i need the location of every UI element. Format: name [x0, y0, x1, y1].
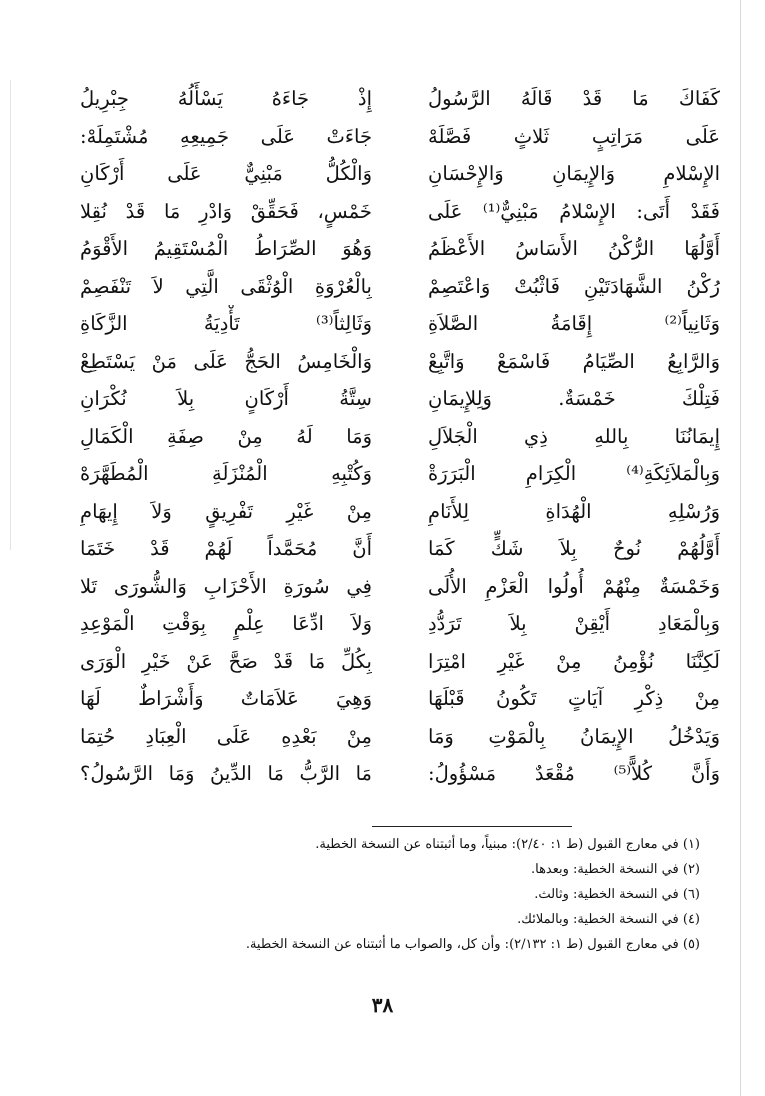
- verse-first-hemistich: إِيمَانُنَا بِاللهِ ذِي الْجَلاَلِ: [428, 424, 720, 448]
- verse-first-hemistich: وَيَدْخُلُ الإِيمَانُ بِالْمَوْتِ وَمَا: [428, 724, 720, 748]
- verse-second-hemistich: مِنْ بَعْدِهِ عَلَى الْعِبَادِ حُتِمَا: [80, 724, 372, 748]
- verse-first-hemistich: وَبِالْمَلاَئِكَةِ⁽⁴⁾ الْكِرَامِ الْبَرَرَةْ: [428, 462, 720, 486]
- verse-row: [80, 343, 720, 381]
- verse-second-hemistich: مَا الرَّبُّ مَا الدِّينُ وَمَا الرَّسُولُ؟: [80, 762, 372, 786]
- verse-row: [80, 755, 720, 793]
- scan-edge-line-left: [10, 80, 11, 550]
- page-number: ٣٨: [371, 993, 394, 1017]
- verse-second-hemistich: فِي سُورَةِ الأَحْزَابِ وَالشُّورَى تَلا: [80, 574, 372, 598]
- verse-row: [80, 455, 720, 493]
- verse-second-hemistich: جَاءَتْ عَلَى جَمِيعِهِ مُشْتَمِلَهْ:: [80, 124, 372, 148]
- verse-first-hemistich: كَفَاكَ مَا قَدْ قَالَهُ الرَّسُولُ: [428, 87, 720, 111]
- verse-row: [80, 568, 720, 606]
- verse-row: [80, 80, 720, 118]
- verse-first-hemistich: وَأَنَّ كُلاًّ⁽⁵⁾ مُقْعَدٌ مَسْؤُولُ:: [428, 762, 720, 786]
- verse-first-hemistich: أَوَّلُهُمْ نُوحٌ بِلاَ شَكٍّ كَمَا: [428, 537, 720, 561]
- footnote: (٦) في النسخة الخطية: وثالث.: [534, 887, 700, 902]
- verse-first-hemistich: رُكْنُ الشَّهَادَتَيْنِ فَاثْبُتْ وَاعْتَصِمْ: [428, 274, 720, 298]
- verse-second-hemistich: وَالْكُلُّ مَبْنِيٌّ عَلَى أَرْكَانِ: [80, 162, 372, 186]
- verse-row: [80, 118, 720, 156]
- verse-second-hemistich: سِتَّةُ أَرْكَانٍ بِلاَ نُكْرَانِ: [80, 387, 372, 411]
- verse-row: [80, 643, 720, 681]
- verse-second-hemistich: أَنَّ مُحَمَّداً لَهُمْ قَدْ خَتَمَا: [80, 537, 372, 561]
- verse-first-hemistich: وَالرَّابِعُ الصِّيَامُ فَاسْمَعْ وَاتَّبِعْ: [428, 349, 720, 373]
- verse-second-hemistich: وَثَالِثاً⁽³⁾ تَأْدِيَةُ الزَّكَاةِ: [80, 312, 372, 336]
- verse-row: [80, 605, 720, 643]
- footnote: (٢) في النسخة الخطية: وبعدها.: [530, 862, 700, 877]
- verse-second-hemistich: وَلاَ ادِّعَا عِلْمٍ بِوَقْتِ الْمَوْعِدِ: [80, 612, 372, 636]
- footnote-separator: [372, 826, 572, 827]
- verse-first-hemistich: وَرُسْلِهِ الْهُدَاةِ لِلأَنَامِ: [428, 499, 720, 523]
- verse-first-hemistich: أَوَّلُهَا الرُّكْنُ الأَسَاسُ الأَعْظَمُ: [428, 237, 720, 261]
- scan-edge-line: [740, 0, 741, 1096]
- footnotes: [110, 832, 700, 957]
- verse-second-hemistich: بِالْعُرْوَةِ الْوُثْقَى الَّتِي لاَ تَنْفَصِمْ: [80, 274, 372, 298]
- verse-second-hemistich: وَهِيَ عَلاَمَاتٌ وَأَشْرَاطٌ لَهَا: [80, 687, 372, 711]
- verse-row: [80, 680, 720, 718]
- verse-row: [80, 530, 720, 568]
- verse-second-hemistich: مِنْ غَيْرِ تَفْرِيقٍ وَلاَ إِيهَامِ: [80, 499, 372, 523]
- verse-row: [80, 718, 720, 756]
- footnote: (١) في معارج القبول (ط ١: ٢/٤٠): مبنياً، وما أثبتناه عن النسخة الخطية.: [315, 837, 700, 852]
- verse-row: [80, 493, 720, 531]
- verse-first-hemistich: وَبِالْمَعَادِ أَيْقِنْ بِلاَ تَرَدُّدِ: [428, 612, 720, 636]
- verse-second-hemistich: خَمْسٍ، فَحَقِّقْ وَادْرِ مَا قَدْ نُقِلا: [80, 199, 372, 223]
- verse-first-hemistich: وَثَانِياً⁽²⁾ إِقَامَةُ الصَّلاَةِ: [428, 312, 720, 336]
- verse-second-hemistich: وَالْخَامِسُ الحَجُّ عَلَى مَنْ يَسْتَطِعْ: [80, 349, 372, 373]
- verse-first-hemistich: فَتِلْكَ خَمْسَةٌ. وَلِلإِيمَانِ: [428, 387, 720, 411]
- verse-row: [80, 380, 720, 418]
- verse-second-hemistich: وَهُوَ الصِّرَاطُ الْمُسْتَقِيمُ الأَقْوَمُ: [80, 237, 372, 261]
- verse-second-hemistich: وَكُتْبِهِ الْمُنْزَلَةِ الْمُطَهَّرَهْ: [80, 462, 372, 486]
- verse-first-hemistich: لَكِنَّنَا نُؤْمِنُ مِنْ غَيْرِ امْتِرَا: [428, 649, 720, 673]
- footnote: (٥) في معارج القبول (ط ١: ٢/١٣٢): وأن كل، والصواب ما أثبتناه عن النسخة الخطية.: [245, 937, 700, 952]
- verse-first-hemistich: وَخَمْسَةٌ مِنْهُمْ أُولُوا الْعَزْمِ الأُلَى: [428, 574, 720, 598]
- verse-first-hemistich: عَلَى مَرَاتِبٍ ثَلاثٍ فَصَّلَهْ: [428, 124, 720, 148]
- verse-row: [80, 305, 720, 343]
- verse-second-hemistich: بِكُلِّ مَا قَدْ صَحَّ عَنْ خَيْرِ الْوَرَى: [80, 649, 372, 673]
- poem-body: [80, 80, 720, 793]
- verse-row: [80, 193, 720, 231]
- footnote: (٤) في النسخة الخطية: وبالملائك.: [517, 912, 700, 927]
- verse-second-hemistich: وَمَا لَهُ مِنْ صِفَةِ الْكَمَالِ: [80, 424, 372, 448]
- verse-first-hemistich: مِنْ ذِكْرِ آيَاتٍ تَكُونُ قَبْلَهَا: [428, 687, 720, 711]
- verse-first-hemistich: الإِسْلامِ وَالإِيمَانِ وَالإِحْسَانِ: [428, 162, 720, 186]
- verse-first-hemistich: فَقَدْ أَتَى: الإِسْلامُ مَبْنِيٌّ⁽¹⁾ عَلَى: [428, 199, 720, 223]
- verse-row: [80, 418, 720, 456]
- verse-second-hemistich: إِذْ جَاءَهُ يَسْأَلُهُ جِبْرِيلُ: [80, 87, 372, 111]
- verse-row: [80, 155, 720, 193]
- verse-row: [80, 230, 720, 268]
- verse-row: [80, 268, 720, 306]
